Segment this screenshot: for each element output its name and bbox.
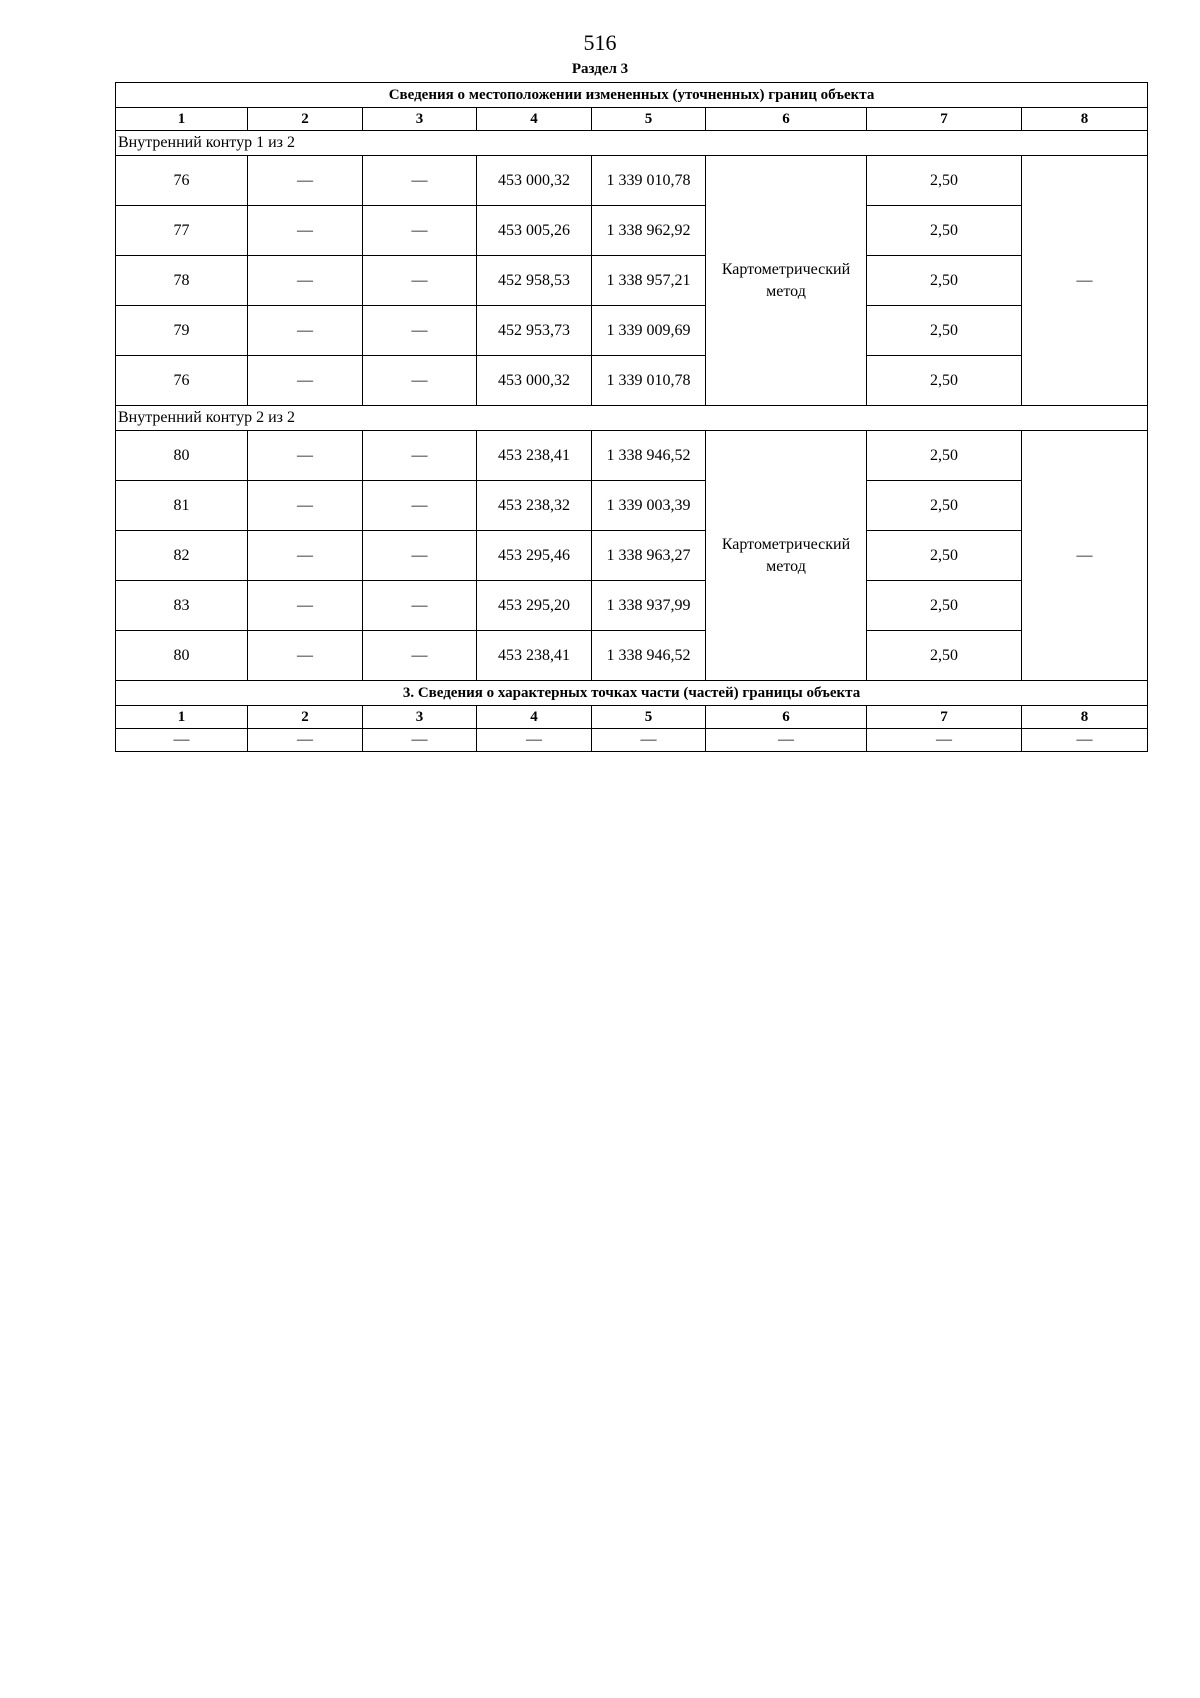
precision-cell: 2,50 bbox=[867, 206, 1022, 256]
precision-cell: 2,50 bbox=[867, 631, 1022, 681]
dash-cell: — bbox=[363, 481, 477, 531]
x-coordinate-cell: 452 958,53 bbox=[477, 256, 592, 306]
x-coordinate-cell: 453 000,32 bbox=[477, 156, 592, 206]
precision-cell: 2,50 bbox=[867, 156, 1022, 206]
page-number: 516 bbox=[583, 30, 617, 55]
dash-cell: — bbox=[477, 729, 592, 752]
point-number-cell: 82 bbox=[116, 531, 248, 581]
dash-cell: — bbox=[248, 306, 363, 356]
column-number: 2 bbox=[248, 706, 363, 729]
precision-cell: 2,50 bbox=[867, 356, 1022, 406]
y-coordinate-cell: 1 338 963,27 bbox=[592, 531, 706, 581]
dash-cell: — bbox=[363, 356, 477, 406]
section3-heading-row bbox=[116, 681, 1148, 706]
dash-cell: — bbox=[248, 481, 363, 531]
column-number: 1 bbox=[116, 108, 248, 131]
dash-cell: — bbox=[363, 631, 477, 681]
column-number: 3 bbox=[363, 108, 477, 131]
point-number-cell: 78 bbox=[116, 256, 248, 306]
point-number-cell: 77 bbox=[116, 206, 248, 256]
dash-cell: — bbox=[248, 729, 363, 752]
dash-cell: — bbox=[248, 206, 363, 256]
table-row bbox=[116, 256, 1148, 306]
table-row bbox=[116, 581, 1148, 631]
section3-column-number-row bbox=[116, 706, 1148, 729]
dash-cell: — bbox=[1022, 431, 1148, 681]
precision-cell: 2,50 bbox=[867, 306, 1022, 356]
dash-cell: — bbox=[248, 256, 363, 306]
dash-cell: — bbox=[248, 356, 363, 406]
x-coordinate-cell: 452 953,73 bbox=[477, 306, 592, 356]
precision-cell: 2,50 bbox=[867, 431, 1022, 481]
contour-label-row bbox=[116, 131, 1148, 156]
dash-cell: — bbox=[248, 581, 363, 631]
precision-cell: 2,50 bbox=[867, 581, 1022, 631]
contour-label-row bbox=[116, 406, 1148, 431]
y-coordinate-cell: 1 338 946,52 bbox=[592, 631, 706, 681]
table-row bbox=[116, 431, 1148, 481]
section-title: Раздел 3 bbox=[571, 61, 629, 77]
dash-cell: — bbox=[363, 581, 477, 631]
dash-cell: — bbox=[248, 531, 363, 581]
y-coordinate-cell: 1 338 962,92 bbox=[592, 206, 706, 256]
y-coordinate-cell: 1 339 010,78 bbox=[592, 356, 706, 406]
x-coordinate-cell: 453 295,46 bbox=[477, 531, 592, 581]
dash-cell: — bbox=[363, 431, 477, 481]
column-number-row bbox=[116, 108, 1148, 131]
column-number: 3 bbox=[363, 706, 477, 729]
point-number-cell: 80 bbox=[116, 631, 248, 681]
precision-cell: 2,50 bbox=[867, 531, 1022, 581]
column-number: 6 bbox=[706, 108, 867, 131]
x-coordinate-cell: 453 238,41 bbox=[477, 431, 592, 481]
dash-cell: — bbox=[363, 256, 477, 306]
y-coordinate-cell: 1 338 937,99 bbox=[592, 581, 706, 631]
column-number: 8 bbox=[1022, 706, 1148, 729]
dash-cell: — bbox=[706, 729, 867, 752]
table-row bbox=[116, 156, 1148, 206]
table-row bbox=[116, 531, 1148, 581]
method-cell: Картометрический метод bbox=[706, 156, 867, 406]
point-number-cell: 76 bbox=[116, 156, 248, 206]
column-number: 6 bbox=[706, 706, 867, 729]
dash-cell: — bbox=[363, 306, 477, 356]
column-number: 7 bbox=[867, 108, 1022, 131]
table-row bbox=[116, 306, 1148, 356]
dash-cell: — bbox=[248, 631, 363, 681]
y-coordinate-cell: 1 339 009,69 bbox=[592, 306, 706, 356]
contour-label: Внутренний контур 2 из 2 bbox=[116, 406, 1148, 431]
table-row bbox=[116, 356, 1148, 406]
column-number: 4 bbox=[477, 706, 592, 729]
dash-cell: — bbox=[363, 729, 477, 752]
dash-cell: — bbox=[363, 206, 477, 256]
dash-cell: — bbox=[248, 431, 363, 481]
point-number-cell: 79 bbox=[116, 306, 248, 356]
table-heading: Сведения о местоположении измененных (уточненных) границ объекта bbox=[116, 83, 1148, 108]
column-number: 5 bbox=[592, 706, 706, 729]
dash-cell: — bbox=[116, 729, 248, 752]
point-number-cell: 80 bbox=[116, 431, 248, 481]
dash-cell: — bbox=[1022, 729, 1148, 752]
boundary-table bbox=[115, 82, 1148, 752]
column-number: 1 bbox=[116, 706, 248, 729]
point-number-cell: 81 bbox=[116, 481, 248, 531]
x-coordinate-cell: 453 000,32 bbox=[477, 356, 592, 406]
contour-label: Внутренний контур 1 из 2 bbox=[116, 131, 1148, 156]
column-number: 7 bbox=[867, 706, 1022, 729]
y-coordinate-cell: 1 338 946,52 bbox=[592, 431, 706, 481]
point-number-cell: 76 bbox=[116, 356, 248, 406]
y-coordinate-cell: 1 339 003,39 bbox=[592, 481, 706, 531]
table-row bbox=[116, 481, 1148, 531]
precision-cell: 2,50 bbox=[867, 481, 1022, 531]
precision-cell: 2,50 bbox=[867, 256, 1022, 306]
dash-cell: — bbox=[248, 156, 363, 206]
dash-cell: — bbox=[867, 729, 1022, 752]
table-row bbox=[116, 206, 1148, 256]
dash-cell: — bbox=[1022, 156, 1148, 406]
column-number: 4 bbox=[477, 108, 592, 131]
dash-cell: — bbox=[363, 156, 477, 206]
point-number-cell: 83 bbox=[116, 581, 248, 631]
column-number: 8 bbox=[1022, 108, 1148, 131]
table-heading-row bbox=[116, 83, 1148, 108]
table-row bbox=[116, 631, 1148, 681]
dash-cell: — bbox=[592, 729, 706, 752]
section3-heading: 3. Сведения о характерных точках части (частей) границы объекта bbox=[116, 681, 1148, 706]
column-number: 5 bbox=[592, 108, 706, 131]
y-coordinate-cell: 1 339 010,78 bbox=[592, 156, 706, 206]
method-cell: Картометрический метод bbox=[706, 431, 867, 681]
column-number: 2 bbox=[248, 108, 363, 131]
x-coordinate-cell: 453 295,20 bbox=[477, 581, 592, 631]
x-coordinate-cell: 453 005,26 bbox=[477, 206, 592, 256]
x-coordinate-cell: 453 238,41 bbox=[477, 631, 592, 681]
x-coordinate-cell: 453 238,32 bbox=[477, 481, 592, 531]
y-coordinate-cell: 1 338 957,21 bbox=[592, 256, 706, 306]
dash-cell: — bbox=[363, 531, 477, 581]
section3-empty-row bbox=[116, 729, 1148, 752]
